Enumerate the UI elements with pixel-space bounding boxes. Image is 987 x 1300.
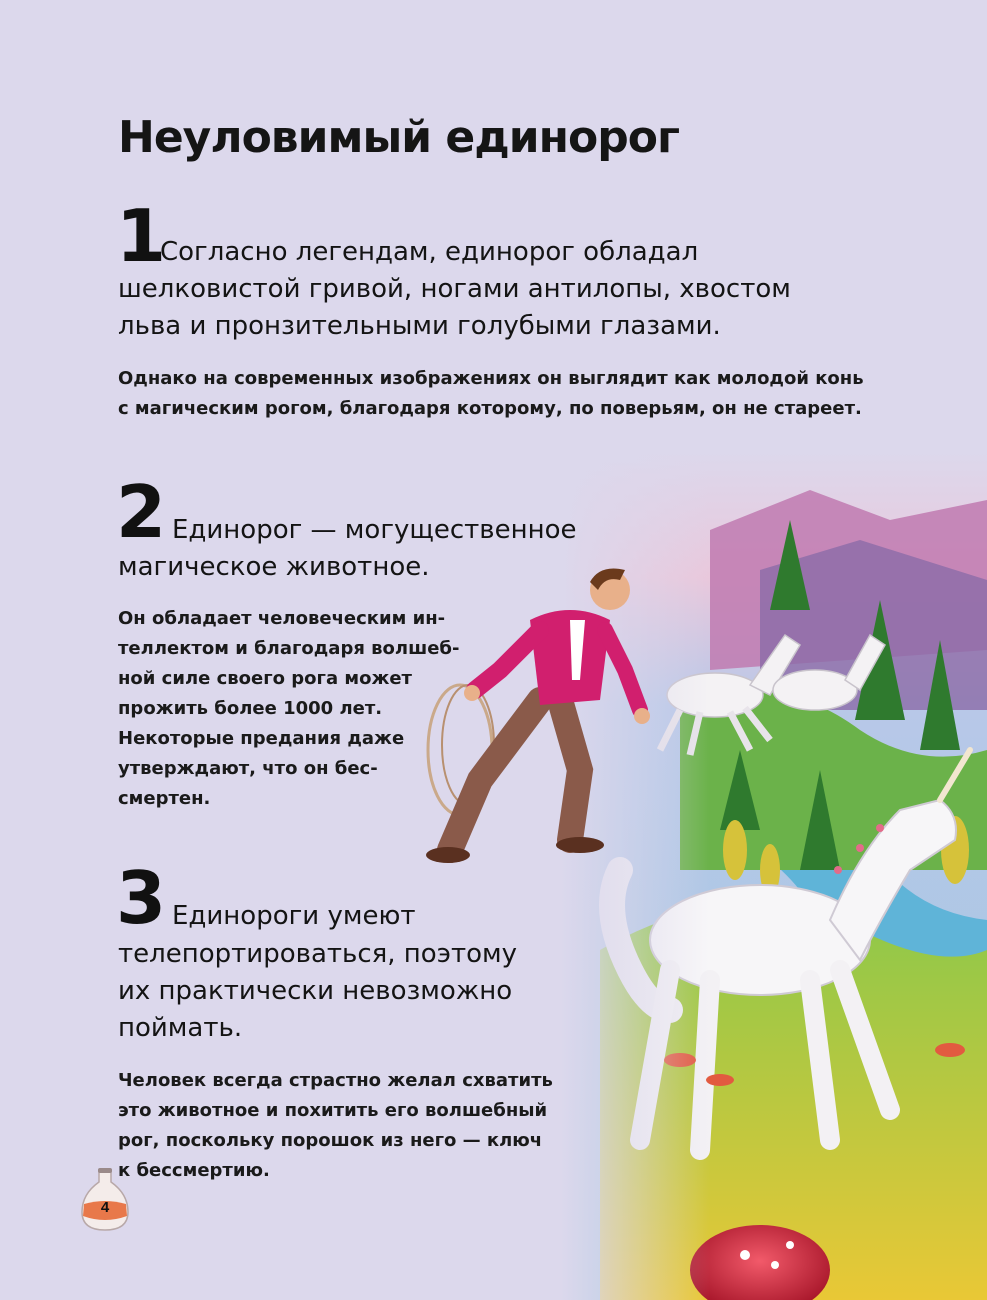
body-line: Некоторые предания даже [118, 728, 405, 749]
body-line: теллектом и благодаря волшеб- [118, 638, 460, 659]
lead-line: Единороги умеют [172, 901, 416, 931]
section-lead-continued [118, 271, 791, 345]
body-line: Однако на современных изображениях он выглядит как молодой конь [118, 368, 864, 389]
lead-line: поймать. [118, 1013, 243, 1043]
section-number: 3 [116, 856, 167, 940]
body-line: это животное и похитить его волшебный [118, 1100, 548, 1121]
body-line: к бессмертию. [118, 1160, 270, 1181]
body-line: Он обладает человеческим ин- [118, 608, 446, 629]
body-line: смертен. [118, 788, 211, 809]
section-body [118, 364, 864, 424]
body-line: ной силе своего рога может [118, 668, 412, 689]
section-lead [172, 898, 415, 935]
page-title: Неуловимый единорог [118, 112, 679, 163]
lead-line: их практически невозможно [118, 976, 513, 1006]
body-line: с магическим рогом, благодаря которому, по поверьям, он не стареет. [118, 398, 862, 419]
section-body [118, 604, 459, 814]
lead-line: Единорог — могущественное [172, 515, 577, 545]
lead-line: телепортироваться, поэтому [118, 939, 518, 969]
lead-line: льва и пронзительными голубыми глазами. [118, 311, 721, 341]
body-line: рог, поскольку порошок из него — ключ [118, 1130, 543, 1151]
body-line: прожить более 1000 лет. [118, 698, 383, 719]
lead-line: Согласно легендам, единорог обладал [160, 237, 699, 267]
lead-line: магическое животное. [118, 552, 430, 582]
body-line: утверждают, что он бес- [118, 758, 378, 779]
section-lead [172, 512, 577, 549]
section-lead [160, 234, 698, 271]
section-body [118, 1066, 553, 1186]
section-number: 1 [116, 194, 167, 278]
section-lead-continued [118, 936, 517, 1047]
lead-line: шелковистой гривой, ногами антилопы, хвостом [118, 274, 791, 304]
page-number: 4 [100, 1199, 110, 1216]
section-lead-continued [118, 549, 430, 586]
body-line: Человек всегда страстно желал схватить [118, 1070, 553, 1091]
section-number: 2 [116, 470, 167, 554]
